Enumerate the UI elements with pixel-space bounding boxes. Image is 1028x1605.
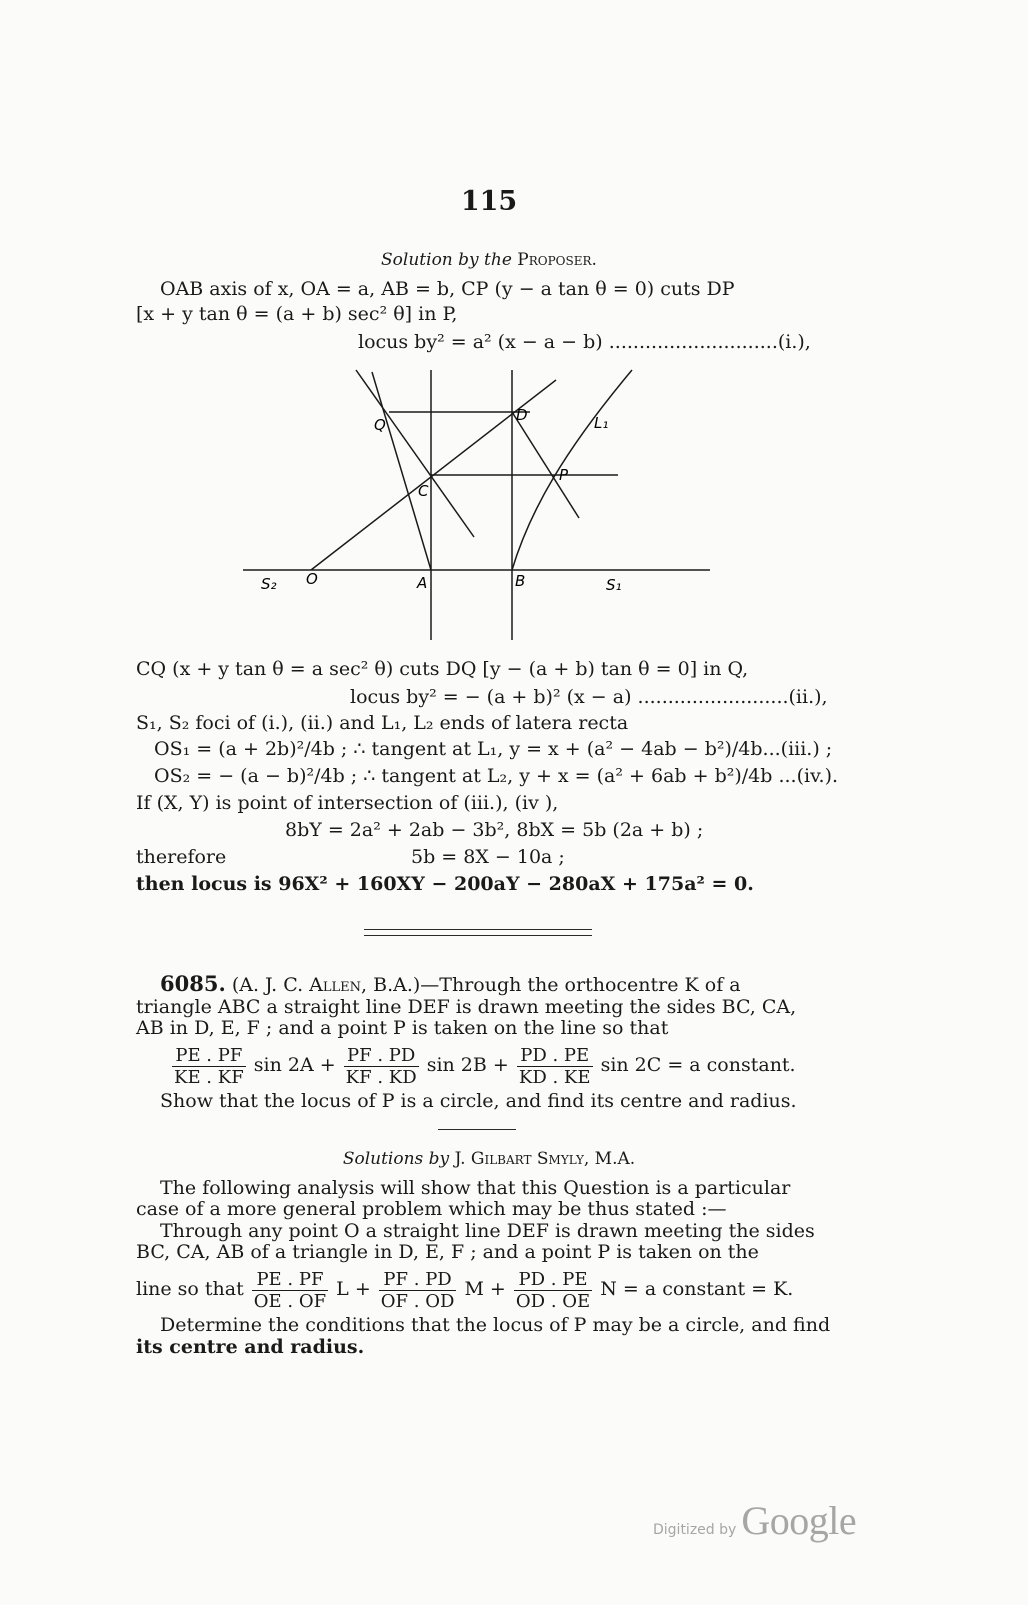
solution-line: CQ (x + y tan θ = a sec² θ) cuts DQ [y − (a + b) tan θ = 0] in Q, xyxy=(136,658,749,680)
formula-term: N = a constant = K. xyxy=(600,1278,794,1300)
fig-label-s1: S₁ xyxy=(606,576,622,594)
line-dp xyxy=(512,412,579,518)
fig-label-s2: S₂ xyxy=(261,575,277,593)
solution-line: OAB axis of x, OA = a, AB = b, CP (y − a tan θ = 0) cuts DP xyxy=(160,278,735,300)
formula-term: sin 2A + xyxy=(253,1054,336,1076)
solution-line: Determine the conditions that the locus of P may be a circle, and find xyxy=(160,1314,831,1336)
solution-line: locus by² = − (a + b)² (x − a) .........................(ii.), xyxy=(350,686,828,708)
fraction: $\frac{PE . PF}{KE . KF}$ xyxy=(174,1044,244,1088)
solution-line: therefore xyxy=(136,846,227,868)
solution-line: Through any point O a straight line DEF is drawn meeting the sides xyxy=(160,1220,815,1242)
digitized-watermark xyxy=(653,1497,856,1544)
solution-line: If (X, Y) is point of intersection of (iii.), (iv ), xyxy=(136,792,559,814)
short-divider xyxy=(438,1129,516,1130)
solution-line: S₁, S₂ foci of (i.), (ii.) and L₁, L₂ ends of latera recta xyxy=(136,712,629,734)
solution-heading xyxy=(0,250,978,270)
solution-formula xyxy=(136,1267,793,1312)
fraction: $\frac{PF . PD}{OF . OD}$ xyxy=(380,1268,455,1312)
fig-label-o: O xyxy=(306,570,318,588)
fig-label-a: A xyxy=(417,574,428,592)
fraction: $\frac{PD . PE}{KD . KE}$ xyxy=(518,1044,591,1088)
section-divider xyxy=(364,935,592,936)
solution-line: OS₁ = (a + 2b)²/4b ; ∴ tangent at L₁, y = x + (a² − 4ab − b²)/4b...(iii.) ; xyxy=(154,738,833,760)
question-formula xyxy=(170,1043,796,1088)
solution-line: locus by² = a² (x − a − b) ............................(i.), xyxy=(358,331,811,353)
solution-line: [x + y tan θ = (a + b) sec² θ] in P, xyxy=(136,303,458,325)
solution-line: 8bY = 2a² + 2ab − 3b², 8bX = 5b (2a + b) ; xyxy=(285,819,704,841)
formula-lead: line so that xyxy=(136,1278,244,1300)
formula-term: sin 2C = a constant. xyxy=(600,1054,796,1076)
fig-label-b: B xyxy=(515,572,526,590)
solution-heading-prefix: Solutions by xyxy=(342,1149,450,1169)
line-cq-2 xyxy=(372,372,431,570)
watermark-logo: Google xyxy=(741,1498,857,1543)
solution-heading-prefix: Solution by the xyxy=(381,250,512,270)
solution-line: case of a more general problem which may be thus stated :— xyxy=(136,1198,727,1220)
fig-label-d: D xyxy=(516,406,528,424)
page-number: 115 xyxy=(460,186,518,217)
solution-line: OS₂ = − (a − b)²/4b ; ∴ tangent at L₂, y + x = (a² + 6ab + b²)/4b ...(iv.). xyxy=(154,765,839,787)
fig-label-l1: L₁ xyxy=(594,414,609,432)
line-cq-1 xyxy=(356,370,474,537)
solution-line: then locus is 96X² + 160XY − 200aY − 280aX + 175a² = 0. xyxy=(136,873,754,895)
question-author: (A. J. C. Allen, B.A.) xyxy=(231,974,421,996)
fraction: $\frac{PF . PD}{KF . KD}$ xyxy=(345,1044,417,1088)
fraction: $\frac{PE . PF}{OE . OF}$ xyxy=(253,1268,327,1312)
question-line: triangle ABC a straight line DEF is drawn meeting the sides BC, CA, xyxy=(136,996,797,1018)
formula-term: M + xyxy=(464,1278,506,1300)
section-divider xyxy=(364,929,592,930)
formula-term: sin 2B + xyxy=(426,1054,509,1076)
solution-line: 5b = 8X − 10a ; xyxy=(411,846,565,868)
fig-label-c: C xyxy=(418,482,429,500)
solution-line: its centre and radius. xyxy=(136,1336,365,1358)
question-number: 6085. xyxy=(160,971,226,996)
formula-term: L + xyxy=(336,1278,371,1300)
question-first-line xyxy=(160,973,741,996)
question-text: —Through the orthocentre K of a xyxy=(420,974,741,996)
fig-label-q: Q xyxy=(374,416,386,434)
solution-heading-name: Proposer. xyxy=(517,250,597,270)
solution-heading-name: J. Gilbart Smyly, M.A. xyxy=(454,1149,636,1169)
question-line: AB in D, E, F ; and a point P is taken on the line so that xyxy=(136,1017,669,1039)
solution-line: BC, CA, AB of a triangle in D, E, F ; and a point P is taken on the xyxy=(136,1241,759,1263)
solution-heading xyxy=(0,1149,978,1169)
question-line: Show that the locus of P is a circle, and find its centre and radius. xyxy=(160,1090,797,1112)
fraction: $\frac{PD . PE}{OD . OE}$ xyxy=(515,1268,591,1312)
geometry-figure xyxy=(240,360,720,650)
watermark-small: Digitized by xyxy=(653,1522,737,1538)
fig-label-p: P xyxy=(559,466,569,484)
solution-line: The following analysis will show that this Question is a particular xyxy=(160,1177,791,1199)
